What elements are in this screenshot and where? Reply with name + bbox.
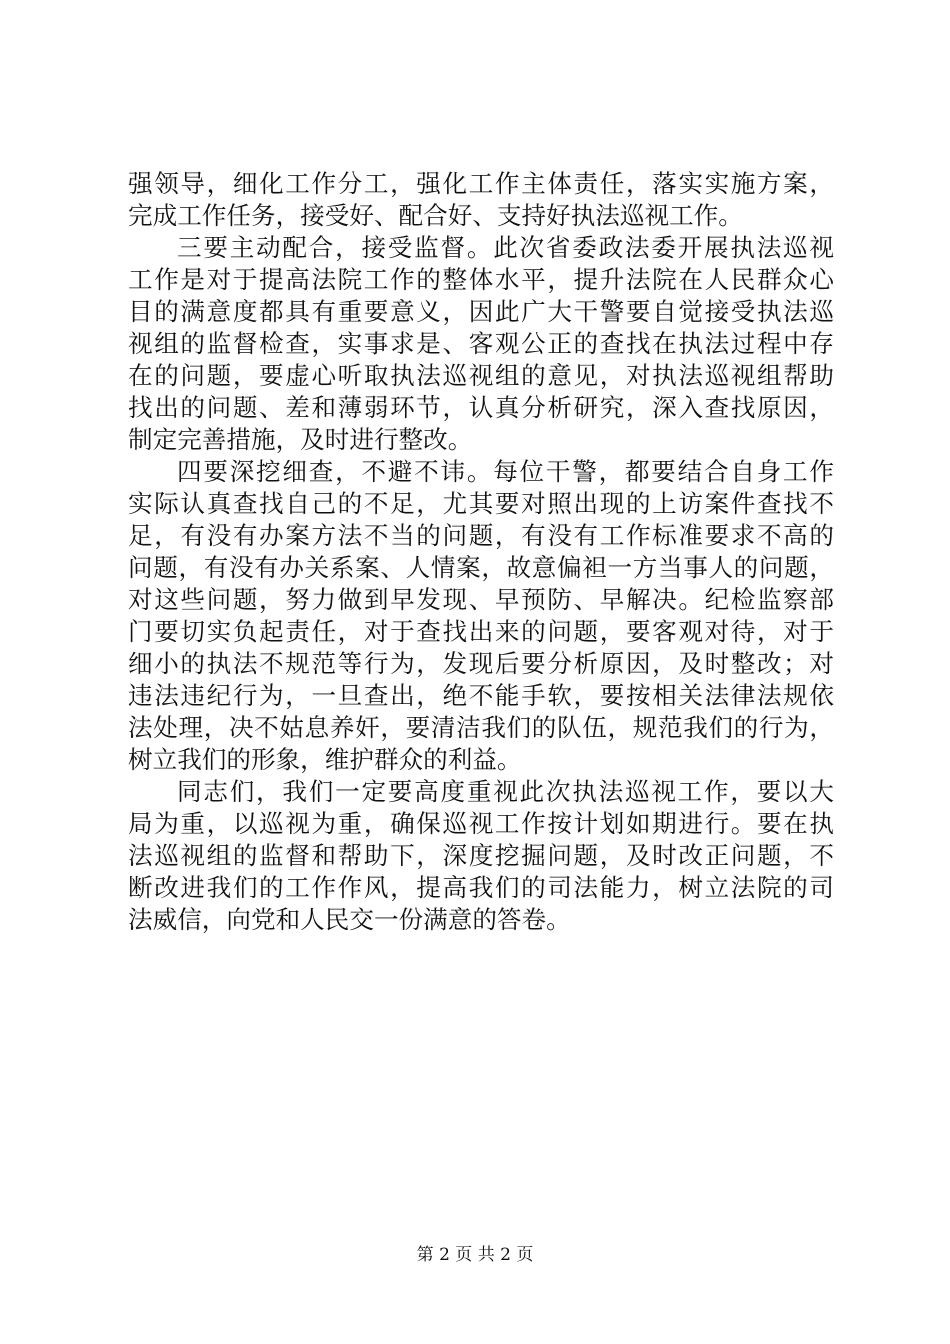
- text-line: 问题，有没有办关系案、人情案，故意偏袒一方当事人的问题，: [128, 553, 834, 582]
- text-line: 违法违纪行为，一旦查出，绝不能手软，要按相关法律法规依: [128, 681, 834, 710]
- text-line: 制定完善措施，及时进行整改。: [128, 425, 473, 454]
- text-line: 法处理，决不姑息养奸，要清洁我们的队伍，规范我们的行为，: [128, 713, 834, 742]
- text-line: 细小的执法不规范等行为，发现后要分析原因，及时整改；对: [128, 649, 834, 678]
- text-line: 目的满意度都具有重要意义，因此广大干警要自觉接受执法巡: [128, 297, 834, 326]
- text-line: 足，有没有办案方法不当的问题，有没有工作标准要求不高的: [128, 521, 834, 550]
- paragraph-first-line: 同志们，我们一定要高度重视此次执法巡视工作，要以大: [177, 777, 834, 806]
- text-line: 强领导，细化工作分工，强化工作主体责任，落实实施方案，: [128, 169, 834, 198]
- text-line: 完成工作任务，接受好、配合好、支持好执法巡视工作。: [128, 201, 743, 230]
- paragraph-first-line: 三要主动配合，接受监督。此次省委政法委开展执法巡视: [177, 233, 834, 262]
- text-line: 法巡视组的监督和帮助下，深度挖掘问题，及时改正问题，不: [128, 841, 834, 870]
- text-line: 局为重，以巡视为重，确保巡视工作按计划如期进行。要在执: [128, 809, 834, 838]
- text-line: 门要切实负起责任，对于查找出来的问题，要客观对待，对于: [128, 617, 834, 646]
- document-body: [128, 168, 834, 936]
- paragraph-first-line: 四要深挖细查，不避不讳。每位干警，都要结合自身工作: [177, 457, 834, 486]
- text-line: 找出的问题、差和薄弱环节，认真分析研究，深入查找原因，: [128, 393, 834, 422]
- text-line: 断改进我们的工作作风，提高我们的司法能力，树立法院的司: [128, 873, 834, 902]
- text-line: 在的问题，要虚心听取执法巡视组的意见，对执法巡视组帮助: [128, 361, 834, 390]
- text-line: 实际认真查找自己的不足，尤其要对照出现的上访案件查找不: [128, 489, 834, 518]
- page-number-footer: 第 2 页 共 2 页: [416, 1245, 534, 1265]
- text-line: 工作是对于提高法院工作的整体水平，提升法院在人民群众心: [128, 265, 834, 294]
- text-line: 对这些问题，努力做到早发现、早预防、早解决。纪检监察部: [128, 585, 834, 614]
- text-line: 树立我们的形象，维护群众的利益。: [128, 745, 522, 774]
- text-line: 法威信，向党和人民交一份满意的答卷。: [128, 905, 571, 934]
- text-line: 视组的监督检查，实事求是、客观公正的查找在执法过程中存: [128, 329, 834, 358]
